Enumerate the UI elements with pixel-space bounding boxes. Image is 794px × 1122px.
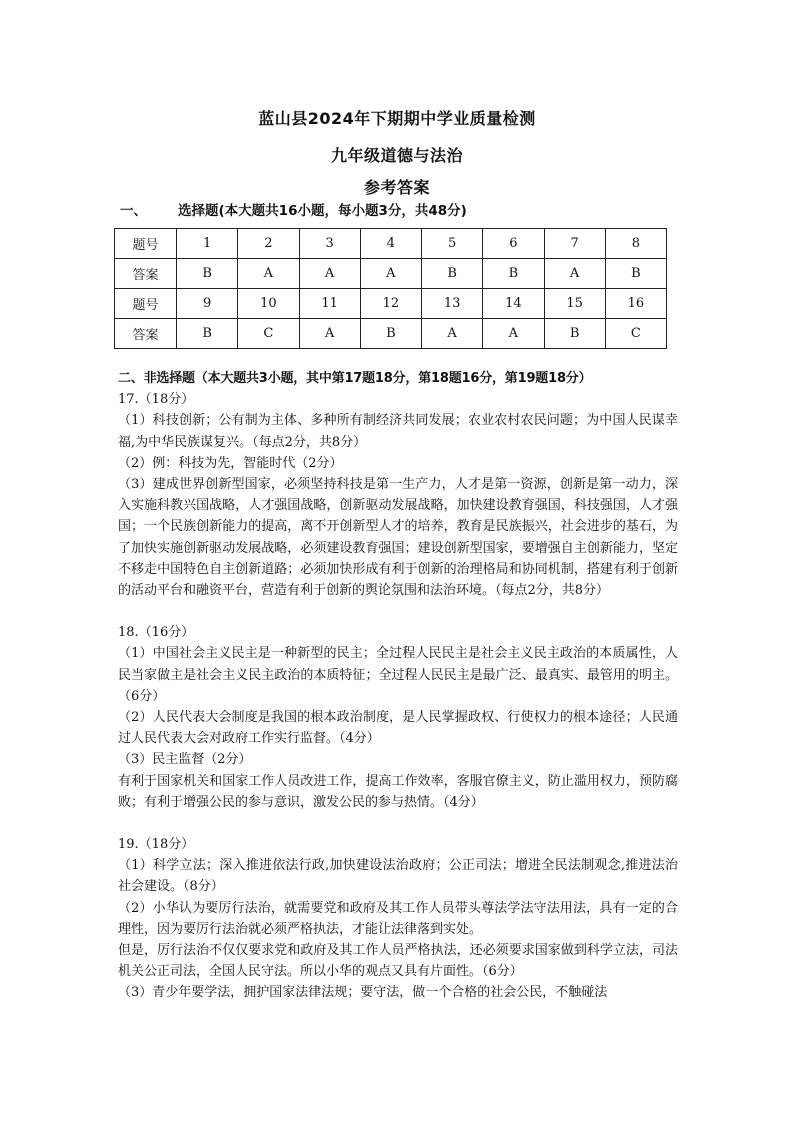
table-cell: B: [605, 259, 666, 289]
table-cell: A: [544, 259, 605, 289]
table-cell: B: [177, 259, 238, 289]
q18-part3: （3）民主监督（2分）: [118, 752, 252, 768]
table-cell: B: [544, 319, 605, 349]
table-row-label: 题号: [115, 229, 177, 259]
q18-part2: （2）人民代表大会制度是我国的根本政治制度，是人民掌握政权、行使权力的根本途径；人民通过人民代表大会对政府工作实行监督。（4分）: [118, 710, 678, 747]
table-cell: 16: [605, 289, 666, 319]
table-row-label: 答案: [115, 259, 177, 289]
table-cell: B: [422, 259, 483, 289]
table-row-label: 题号: [115, 289, 177, 319]
q17-part3: （3）建成世界创新型国家，必须坚持科技是第一生产力，人才是第一资源，创新是第一动力，深入实施科教兴国战略，人才强国战略，创新驱动发展战略，加快建设教育强国，科技强国，人才强国；一个民族创新能力的提高，离不开创新型人才的培养，教育是民族振兴，社会进步的基石，为了加快实施创新驱动发展战略，必须建设教育强国；建设创新型国家，要增强自主创新能力，坚定不移走中国特色自主创新道路；必须加快形成有利于创新的治理格局和协同机制，搭建有利于创新的活动平台和融资平台，营造有利于创新的舆论氛围和法治环境。（每点2分，共8分）: [118, 477, 678, 599]
q18-part1: （1）中国社会主义民主是一种新型的民主；全过程人民民主是社会主义民主政治的本质属性，人民当家做主是社会主义民主政治的本质特征；全过程人民民主是最广泛、最真实、最管用的明主。（6分）: [118, 646, 678, 704]
table-cell: 4: [360, 229, 421, 259]
section1-number: 一、: [120, 203, 147, 219]
q17-part1: （1）科技创新；公有制为主体、多种所有制经济共同发展；农业农村农民问题；为中国人民谋幸福,为中华民族谋复兴。（每点2分，共8分）: [118, 413, 678, 450]
table-cell: A: [483, 319, 544, 349]
section1-heading-text: 选择题(本大题共16小题，每小题3分，共48分): [178, 203, 467, 219]
q19-part1: （1）科学立法；深入推进依法行政,加快建设法治政府；公正司法；增进全民法制观念,推进法治社会建设。（8分）: [118, 858, 678, 895]
table-cell: 8: [605, 229, 666, 259]
table-cell: 7: [544, 229, 605, 259]
table-cell: 15: [544, 289, 605, 319]
table-cell: C: [238, 319, 299, 349]
subject-title: 九年级道德与法治: [330, 146, 463, 165]
table-cell: 12: [360, 289, 421, 319]
section2-heading: 二、非选择题（本大题共3小题，其中第17题18分，第18题16分，第19题18分）: [118, 371, 592, 386]
table-cell: A: [299, 259, 360, 289]
section1-heading: [120, 199, 467, 219]
q19-part2: （2）小华认为要厉行法治，就需要党和政府及其工作人员带头尊法学法守法用法，具有一定的合理性，因为要厉行法治就必须严格执法，才能让法律落到实处。: [118, 900, 678, 937]
table-row: [115, 289, 667, 319]
table-cell: 10: [238, 289, 299, 319]
q17-part2: （2）例：科技为先，智能时代（2分）: [118, 455, 343, 471]
q19-part2-detail: 但是，厉行法治不仅仅要求党和政府及其工作人员严格执法，还必须要求国家做到科学立法，司法机关公正司法，全国人民守法。所以小华的观点又具有片面性。（6分）: [118, 943, 678, 980]
table-cell: 3: [299, 229, 360, 259]
answer-body: [118, 368, 678, 1004]
answer-table: [114, 228, 667, 349]
q18-heading: 18.（16分）: [118, 625, 195, 641]
table-cell: 14: [483, 289, 544, 319]
q19-part3: （3）青少年要学法，拥护国家法律法规；要守法，做一个合格的社会公民，不触碰法: [118, 985, 608, 1001]
table-cell: 11: [299, 289, 360, 319]
table-cell: 2: [238, 229, 299, 259]
exam-title: 蓝山县2024年下期期中学业质量检测: [258, 109, 536, 128]
answer-key-title: 参考答案: [363, 178, 430, 197]
table-row-label: 答案: [115, 319, 177, 349]
q17-heading: 17.（18分）: [118, 392, 195, 408]
table-row: [115, 229, 667, 259]
table-cell: 1: [177, 229, 238, 259]
table-cell: 9: [177, 289, 238, 319]
table-cell: A: [422, 319, 483, 349]
table-cell: B: [360, 319, 421, 349]
table-cell: 6: [483, 229, 544, 259]
table-cell: A: [299, 319, 360, 349]
table-cell: A: [360, 259, 421, 289]
table-row: [115, 319, 667, 349]
table-cell: 13: [422, 289, 483, 319]
q18-part3-detail: 有利于国家机关和国家工作人员改进工作，提高工作效率，客服官僚主义，防止滥用权力，预防腐败；有利于增强公民的参与意识，激发公民的参与热情。（4分）: [118, 773, 678, 810]
q19-heading: 19.（18分）: [118, 837, 195, 853]
table-cell: A: [238, 259, 299, 289]
table-cell: C: [605, 319, 666, 349]
table-row: [115, 259, 667, 289]
table-cell: B: [177, 319, 238, 349]
table-cell: B: [483, 259, 544, 289]
table-cell: 5: [422, 229, 483, 259]
